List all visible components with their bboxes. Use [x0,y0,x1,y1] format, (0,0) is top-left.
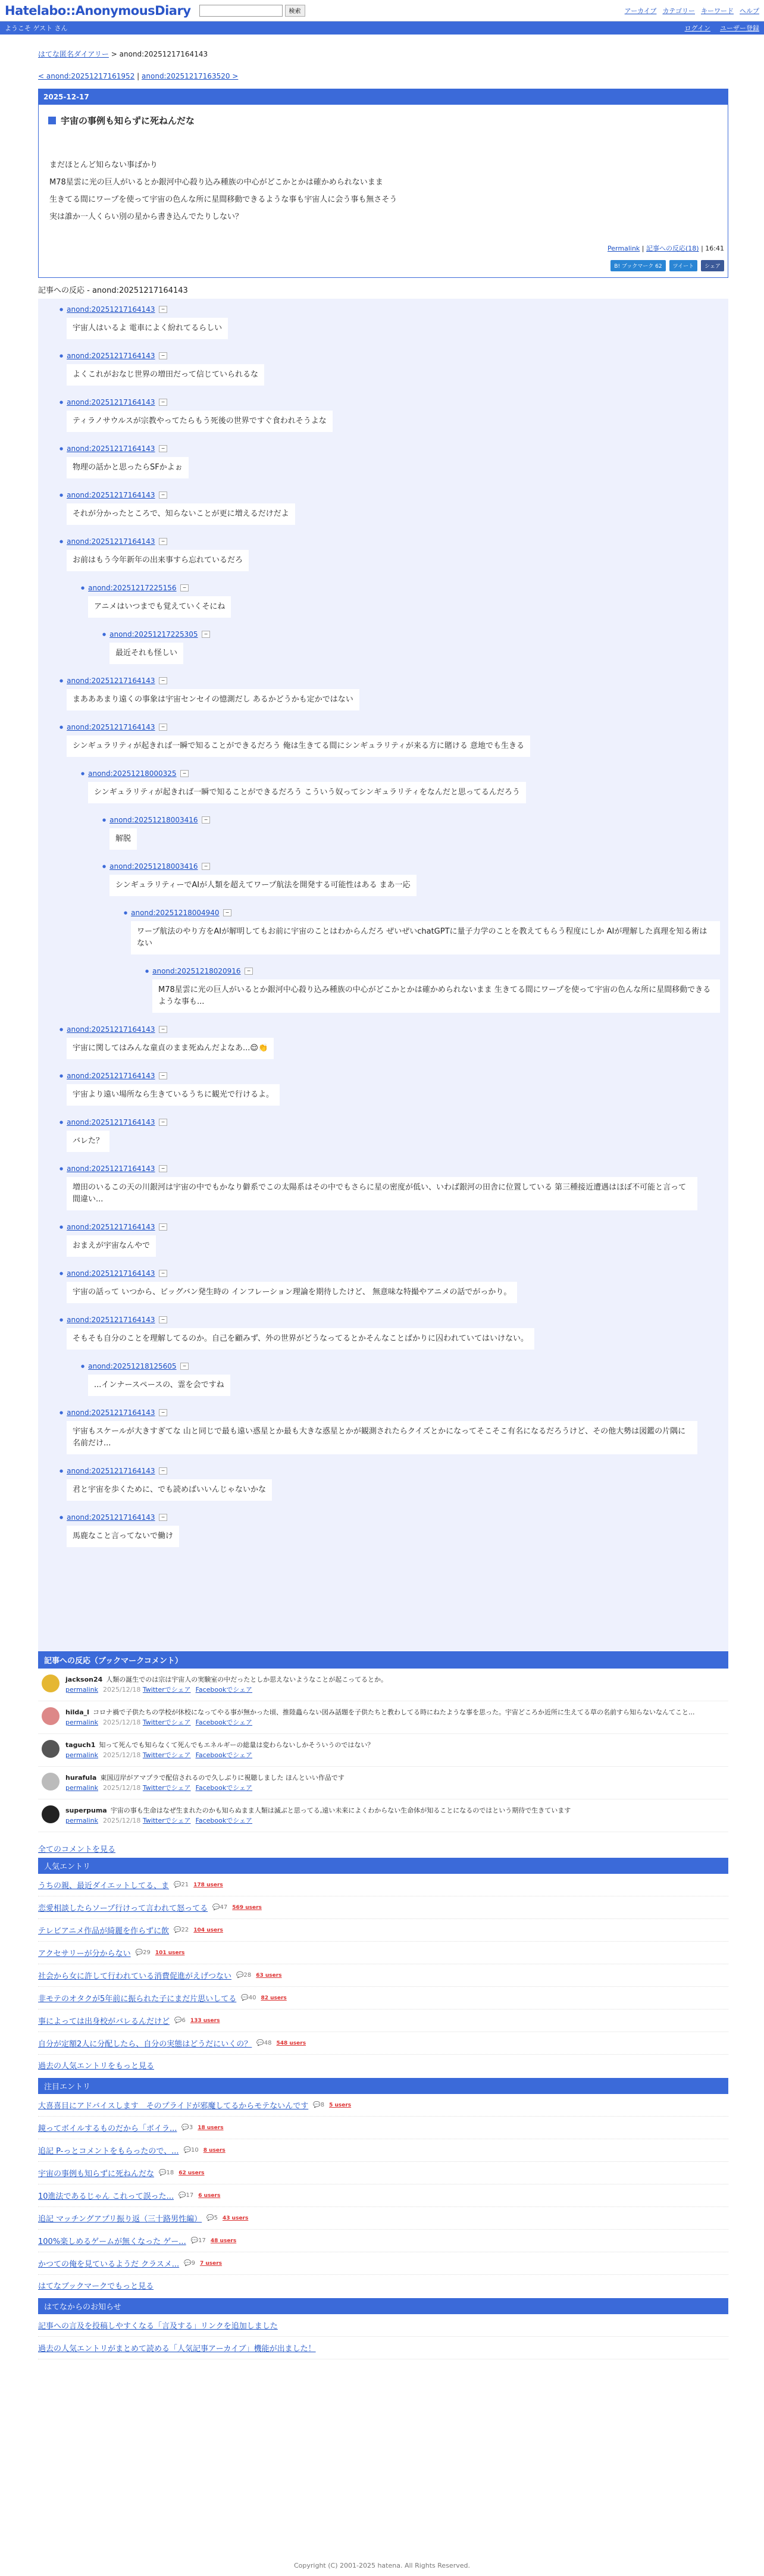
entry-item [38,2184,728,2207]
bookmark-permalink[interactable]: permalink [65,1686,98,1694]
bookmark-date: 2025/12/18 [103,1817,141,1824]
nav-keyword[interactable]: キーワード [701,7,734,15]
entry-title-text[interactable]: 宇宙の事例も知らずに死ねんだな [61,115,195,126]
entry-item [38,1896,728,1919]
ref-item [60,534,720,581]
ref-text: 宇宙もスケールが大きすぎてな 山と同じで最も遠い惑星とか最も大きな惑星とかが観測されたらクイズとかになってそこそこ有名になるだろうけど、その他大勢は図鑑の片隅に名前だけ... [67,1421,697,1454]
bookmark-users-link[interactable]: 548 users [276,2040,306,2046]
bookmark-users-link[interactable]: 5 users [329,2102,352,2108]
bookmark-comment: 宇宙の事も生命はなぜ生まれたのかも知らぬまま人類は滅ぶと思ってる,遠い未来によくわからない生命体が知ることになるのではという期待で生きています [110,1807,571,1814]
ref-text: ワープ航法のやり方をAIが解明してもお前に宇宙のことはわからんだろ ぜいぜいchatGPTに量子力学のことを教えてもらう程度にしか AIが理解した真理を知る術はない [131,921,720,954]
ref-item [81,1359,720,1406]
collapse-icon[interactable]: − [180,584,189,591]
entry-title [39,105,728,127]
ref-link[interactable]: ● anond:20251217164143 [67,1513,155,1522]
entry-line: 生きてる間にワープを使って宇宙の色んな所に星間移動できるような事も宇宙人に会う事も無さそう [49,195,397,204]
ref-text: 解脱 [109,828,137,850]
ref-link[interactable]: ● anond:20251217164143 [67,1467,155,1475]
entry-link[interactable]: テレビアニメ作品が綺麗を作らずに飲 [38,1927,170,1936]
bookmark-users-link[interactable]: 569 users [232,1904,262,1911]
news-item[interactable]: 過去の人気エントリがまとめて読める「人気記事アーカイブ」機能が出ました！ [38,2345,316,2353]
ref-item [60,1406,720,1464]
ref-item [145,964,720,1022]
entry-link[interactable]: 事によっては出身校がバレるんだけど [38,2017,170,2026]
prev-entry-link[interactable]: < anond:20251217161952 [38,72,135,80]
comment-count: 💬18 [159,2170,174,2176]
noteworthy-list [38,2094,728,2275]
entry-link[interactable]: かつての俺を見ているようだ クラスメ... [38,2260,180,2269]
entry-link[interactable]: 100%楽しめるゲームが無くなった ゲー... [38,2237,186,2246]
ref-item [124,906,720,964]
entry-link[interactable]: 自分が定額2人に分配したら、自分の実態はどうだにいくの？ [38,2040,252,2049]
entry-item [38,2117,728,2139]
entry-link[interactable]: 非モテのオタクが5年前に振られた子にまだ片思いしてる [38,1995,237,2004]
ref-item [60,1464,720,1510]
entry-link[interactable]: うちの親、最近ダイエットしてる、ま [38,1882,169,1890]
entry-line: まだほとんど知らない事ばかり [49,161,158,170]
bookmark-comment: 知って死んでも知らなくて死んでもエネルギーの総量は変わらないしかそういうのではない？ [99,1741,374,1749]
ref-text: お前はもう今年新年の出来事すら忘れているだろ [67,550,249,571]
ref-link[interactable]: ● anond:20251217164143 [67,491,155,499]
entry-link[interactable]: 社会から女に許して行われている消費促進がえげつない [38,1972,232,1981]
entry-item [38,1919,728,1942]
ref-text: よくこれがおなじ世界の増田だって信じていられるな [67,364,264,386]
ref-text: それが分かったところで、知らないことが更に増えるだけだよ [67,503,295,525]
ref-item [60,488,720,534]
ref-text: シンギュラリティーでAIが人類を超えてワープ航法を開発する可能性はある まあ一応 [109,875,417,896]
collapse-icon[interactable]: − [159,1026,168,1033]
ref-text: そもそも自分のことを理解してるのか。自己を顧みず、外の世界がどうなってるとかそんなことばかりに囚われていてはいけない。 [67,1328,534,1350]
bookmark-heading: 記事への反応（ブックマークコメント） [38,1651,728,1669]
collapse-icon[interactable]: − [159,445,168,452]
collapse-icon[interactable]: − [159,1119,168,1126]
collapse-icon[interactable]: − [159,1316,168,1323]
ref-link[interactable]: ● anond:20251218020916 [152,967,241,975]
user-bar [0,21,764,35]
entry-link[interactable]: 恋愛相談したらソープ行けって言われて怒ってる [38,1904,208,1913]
breadcrumb-current: anond:20251217164143 [119,50,208,58]
collapse-icon[interactable]: − [202,631,211,638]
breadcrumb-root[interactable]: はてな匿名ダイアリー [38,50,109,58]
bookmark-item [38,1669,728,1701]
popular-list [38,1874,728,2055]
ref-link[interactable]: ● anond:20251217164143 [67,1269,155,1278]
tweet-button[interactable]: ツイート [669,260,698,271]
entry-item [38,1987,728,2010]
comment-count: 💬21 [173,1882,189,1888]
ref-link[interactable]: ● anond:20251217164143 [67,305,155,314]
ref-link[interactable]: ● anond:20251218000325 [88,769,177,778]
ref-text: 馬鹿なこと言ってないで働け [67,1526,179,1547]
ref-item [60,674,720,720]
ref-text: まあああまり遠くの事象は宇宙センセイの憶測だし あるかどうかも定かではない [67,689,359,710]
ref-link[interactable]: ● anond:20251217164143 [67,352,155,360]
facebook-share-link[interactable]: Facebookでシェア [195,1751,253,1759]
ref-text: 最近それも怪しい [109,643,183,664]
entry-item [38,2094,728,2117]
ref-item [60,1022,720,1069]
bookmark-users-link[interactable]: 104 users [193,1927,223,1933]
ref-item [60,1162,720,1220]
ref-text: バレた？ [67,1131,109,1152]
bookmark-users-link[interactable]: 133 users [190,2017,220,2024]
ref-link[interactable]: ● anond:20251217164143 [67,1165,155,1173]
bookmark-date: 2025/12/18 [103,1686,141,1694]
bookmark-users-link[interactable]: 7 users [199,2260,223,2267]
entry-item [38,1874,728,1896]
comment-count: 💬3 [181,2124,193,2131]
share-buttons [39,256,728,277]
ref-item [81,581,720,627]
facebook-share-link[interactable]: Facebookでシェア [195,1719,253,1726]
entry-item [38,2032,728,2055]
entry-link[interactable]: 宇宙の事例も知らずに死ねんだな [38,2170,155,2179]
collapse-icon[interactable]: − [223,909,232,916]
refs-link[interactable]: 記事への反応(18) [646,245,699,252]
ref-item [102,859,720,906]
ref-link[interactable]: ● anond:20251217164143 [67,445,155,453]
collapse-icon[interactable]: − [159,1467,168,1475]
comment-count: 💬9 [184,2260,195,2267]
entry-link[interactable]: 鏡ってボイルするものだから「ボイラ... [38,2124,177,2133]
ref-text: シンギュラリティが起きれば一瞬で知ることができるだろう こういう奴ってシンギュラリティをなんだと思ってるんだろう [88,782,526,803]
ref-text: 君と宇宙を歩くために、でも読めばいいんじゃないかな [67,1479,272,1501]
collapse-icon[interactable]: − [159,538,168,545]
ref-item [60,302,720,349]
collapse-icon[interactable]: − [159,1270,168,1277]
bookmark-users-link[interactable]: 8 users [203,2147,226,2154]
top-bar [0,0,764,21]
comment-count: 💬28 [236,1972,252,1979]
ref-item [60,395,720,442]
permalink[interactable]: Permalink [608,245,640,252]
comment-count: 💬22 [174,1927,189,1933]
ref-text: ...インナースペースの、霊を会ですね [88,1375,230,1396]
ref-text: 宇宙の話って いつから、ビッグバン発生時の インフレーション理論を期待したけど、 無意味な特撮やアニメの話でがっかり。 [67,1282,517,1303]
collapse-icon[interactable]: − [159,1072,168,1079]
next-entry-link[interactable]: anond:20251217163520 > [142,72,239,80]
entry-link[interactable]: 追記 P-っとコメントをもらったので、... [38,2147,179,2156]
bookmark-date: 2025/12/18 [103,1751,141,1759]
collapse-icon[interactable]: − [202,816,211,824]
collapse-icon[interactable]: − [159,677,168,684]
ref-link[interactable]: ● anond:20251217164143 [67,677,155,685]
entry-date: 2025-12-17 [39,89,728,105]
ref-link[interactable]: ● anond:20251218003416 [109,816,198,824]
ref-text: 宇宙人はいるよ 電車によく紛れてるらしい [67,318,228,339]
bookmark-item [38,1701,728,1734]
bookmark-users-link[interactable]: 48 users [210,2237,237,2244]
entry-time: 16:41 [705,245,724,252]
ref-link[interactable]: ● anond:20251218003416 [109,862,198,871]
facebook-share-button[interactable]: シェア [701,260,724,271]
facebook-share-link[interactable]: Facebookでシェア [195,1686,253,1694]
site-logo[interactable]: Hatelabo::AnonymousDiary [5,3,191,18]
collapse-icon[interactable]: − [159,306,168,313]
comment-count: 💬40 [241,1995,256,2001]
bookmark-list [38,1669,728,1832]
bookmark-user[interactable]: taguch1 [65,1741,96,1749]
twitter-share-link[interactable]: Twitterでシェア [142,1751,191,1759]
title-square-icon [48,117,56,124]
comment-count: 💬6 [174,2017,186,2024]
comment-count: 💬29 [135,1949,151,1956]
collapse-icon[interactable]: − [245,968,253,975]
all-comments-link[interactable]: 全てのコメントを見る [38,1845,116,1854]
ref-item [60,720,720,766]
bookmark-date: 2025/12/18 [103,1719,141,1726]
nav-help[interactable]: ヘルプ [740,7,759,15]
ref-item [60,1266,720,1313]
ref-link[interactable]: ● anond:20251217225156 [88,584,177,592]
ref-link[interactable]: ● anond:20251217164143 [67,1408,155,1417]
collapse-icon[interactable]: − [159,1409,168,1416]
ref-link[interactable]: ● anond:20251217164143 [67,1316,155,1324]
avatar[interactable] [42,1707,60,1725]
register-link[interactable]: ユーザー登録 [720,24,759,32]
entry-item [38,2139,728,2162]
comment-count: 💬5 [206,2215,218,2221]
collapse-icon[interactable]: − [159,1223,168,1231]
entry-item [38,1964,728,1987]
collapse-icon[interactable]: − [159,724,168,731]
ref-link[interactable]: ● anond:20251217225305 [109,630,198,638]
ref-link[interactable]: ● anond:20251217164143 [67,537,155,546]
bookmark-item [38,1767,728,1799]
bookmark-permalink[interactable]: permalink [65,1719,98,1726]
bookmark-users-link[interactable]: 63 users [256,1972,282,1979]
avatar[interactable] [42,1805,60,1823]
bookmark-users-link[interactable]: 62 users [179,2170,205,2176]
entry-section [38,89,728,278]
bookmark-permalink[interactable]: permalink [65,1817,98,1824]
ref-item [60,1220,720,1266]
bookmark-section [38,1651,728,2359]
bookmark-comment: コロナ禍で子供たちの学校が休校になってやる事が無かった頃、推陸蟲らない図み話題を子供たちと教わしてる時にねたような事を思った。宇宙どころか近所に生えてる草の名前すら知らないなんてこと... [92,1708,695,1716]
entry-link[interactable]: 大喜喜目にアドバイスします そのプライドが邪魔してるからモテないんです [38,2102,309,2111]
news-item[interactable]: 記事への言及を投稿しやすくなる「言及する」リンクを追加しました [38,2322,278,2331]
collapse-icon[interactable]: − [159,1165,168,1172]
bookmark-users-link[interactable]: 82 users [261,1995,287,2001]
entry-item [38,1942,728,1964]
bookmark-comment: 東国辺岸がアマプラで配信されるので久しぶりに視聴しました ほんといい作品です [100,1774,345,1782]
ref-text: 宇宙に関してはみんな童貞のまま死ぬんだよなあ...😌👏 [67,1038,274,1059]
avatar[interactable] [42,1674,60,1692]
comment-count: 💬10 [183,2147,199,2154]
collapse-icon[interactable]: − [159,1514,168,1521]
login-link[interactable]: ログイン [684,24,710,32]
ref-item [102,813,720,859]
collapse-icon[interactable]: − [202,863,211,870]
entry-item [38,2252,728,2275]
hatena-bookmark-button[interactable]: B! ブックマーク 62 [610,260,665,271]
ref-text: おまえが宇宙なんやで [67,1235,156,1257]
avatar[interactable] [42,1740,60,1758]
welcome-text: ようこそ ゲスト さん [5,24,68,32]
ref-item [102,627,720,674]
ref-text: 増田のいるこの天の川銀河は宇宙の中でもかなり僻系でこの太陽系はその中でもさらに星の密度が低い、いわば銀河の田舎に位置している 第三種接近遭遇はほぼ不可能と言って間違い... [67,1177,697,1210]
facebook-share-link[interactable]: Facebookでシェア [195,1784,253,1792]
bookmark-users-link[interactable]: 101 users [155,1949,185,1956]
nav-archive[interactable]: アーカイブ [624,7,657,15]
ref-item [60,1510,720,1557]
ref-link[interactable]: ● anond:20251217164143 [67,1118,155,1126]
pager [38,72,728,80]
entry-footer: Permalink | 記事への反応(18) | 16:41 [608,245,724,252]
ref-text: シンギュラリティが起きれば一瞬で知ることができるだろう 俺は生きてる間にシンギュラリティが来る方に賭ける 意地でも生きる [67,735,530,757]
entry-item [38,2010,728,2032]
twitter-share-link[interactable]: Twitterでシェア [142,1784,191,1792]
popular-heading: 人気エントリ [38,1858,728,1874]
refs-list [38,299,728,1667]
copyright: Copyright (C) 2001-2025 hatena. All Rights Reserved. [294,2562,470,2569]
nav-category[interactable]: カテゴリー [662,7,695,15]
ref-link[interactable]: ● anond:20251217164143 [67,1072,155,1080]
ref-link[interactable]: ● anond:20251217164143 [67,1223,155,1231]
popular-more-link[interactable]: 過去の人気エントリをもっと見る [38,2062,155,2071]
entry-link[interactable]: 10進法であるじゃん これって誤った... [38,2192,174,2201]
bookmark-users-link[interactable]: 6 users [198,2192,221,2199]
top-nav [625,6,759,15]
bookmark-user[interactable]: superpuma [65,1807,107,1814]
twitter-share-link[interactable]: Twitterでシェア [142,1686,191,1694]
ref-text: M78星雲に光の巨人がいるとか銀河中心殺り込み種族の中心がどこかとかは確かめられないまま 生きてる間にワープを使って宇宙の色んな所に星間移動できるような事も... [152,979,720,1013]
bookmark-user[interactable]: jackson24 [65,1676,103,1683]
ref-text: 物理の話かと思ったらSFかよぉ [67,457,189,478]
ref-text: アニメはいつまでも覚えていくそにね [88,596,231,618]
ref-item [60,442,720,488]
twitter-share-link[interactable]: Twitterでシェア [142,1719,191,1726]
entry-link[interactable]: 追記 マッチングアプリ振り返（三十路男性編） [38,2215,202,2224]
noteworthy-more-link[interactable]: はてなブックマークでもっと見る [38,2282,154,2291]
collapse-icon[interactable]: − [159,492,168,499]
ref-link[interactable]: ● anond:20251218004940 [131,909,220,917]
entry-body [39,127,728,226]
bookmark-date: 2025/12/18 [103,1784,141,1792]
ref-item [60,1069,720,1115]
bookmark-users-link[interactable]: 43 users [223,2215,249,2221]
entry-item [38,2230,728,2252]
refs-label: 記事への反応 - anond:20251217164143 [38,286,188,295]
bookmark-item [38,1734,728,1767]
ref-item [60,1115,720,1162]
ref-link[interactable]: ● anond:20251217164143 [67,398,155,406]
ref-item [60,349,720,395]
news-heading: はてなからのお知らせ [38,2298,728,2314]
entry-line: M78星雲に光の巨人がいるとか銀河中心殺り込み種族の中心がどこかとかは確かめられないまま [49,178,383,187]
ref-text: ティラノサウルスが宗教やってたらもう死後の世界ですぐ食われそうよな [67,411,333,432]
collapse-icon[interactable]: − [180,1363,189,1370]
main-content [38,49,728,1667]
ref-item [60,1313,720,1359]
ref-item [81,766,720,813]
breadcrumb-sep: > [111,50,117,58]
ref-link[interactable]: ● anond:20251217164143 [67,723,155,731]
comment-count: 💬17 [179,2192,194,2199]
bookmark-users-link[interactable]: 18 users [198,2124,224,2131]
comment-count: 💬48 [256,2040,272,2046]
bookmark-users-link[interactable]: 178 users [193,1882,223,1888]
pager-sep: | [137,72,140,80]
ref-link[interactable]: ● anond:20251218125605 [88,1362,177,1370]
collapse-icon[interactable]: − [180,770,189,777]
noteworthy-heading: 注目エントリ [38,2078,728,2094]
comment-count: 💬8 [313,2102,325,2108]
bookmark-user[interactable]: hurafula [65,1774,97,1782]
avatar[interactable] [42,1773,60,1791]
twitter-share-link[interactable]: Twitterでシェア [142,1817,191,1824]
bookmark-permalink[interactable]: permalink [65,1751,98,1759]
collapse-icon[interactable]: − [159,352,168,359]
ref-link[interactable]: ● anond:20251217164143 [67,1025,155,1034]
comment-count: 💬17 [190,2237,206,2244]
facebook-share-link[interactable]: Facebookでシェア [195,1817,253,1824]
bookmark-permalink[interactable]: permalink [65,1784,98,1792]
bookmark-user[interactable]: hilda_l [65,1708,89,1716]
entry-line: 実は誰か一人くらい別の星から書き込んでたりしない？ [49,212,243,221]
entry-link[interactable]: アクセサリーが分からない [38,1949,131,1958]
entry-item [38,2207,728,2230]
search-input[interactable] [199,5,283,17]
collapse-icon[interactable]: − [159,399,168,406]
entry-item [38,2162,728,2184]
ref-text: 宇宙より遠い場所なら生きているうちに観光で行けるよ。 [67,1084,280,1106]
breadcrumb [38,49,728,59]
search-button[interactable]: 検索 [285,5,305,17]
bookmark-comment: 人類の誕生でのは宗は宇宙人の実験室の中だったとしか思えないようなことが起こってるとか。 [106,1676,388,1683]
bookmark-item [38,1799,728,1832]
comment-count: 💬47 [212,1904,228,1911]
